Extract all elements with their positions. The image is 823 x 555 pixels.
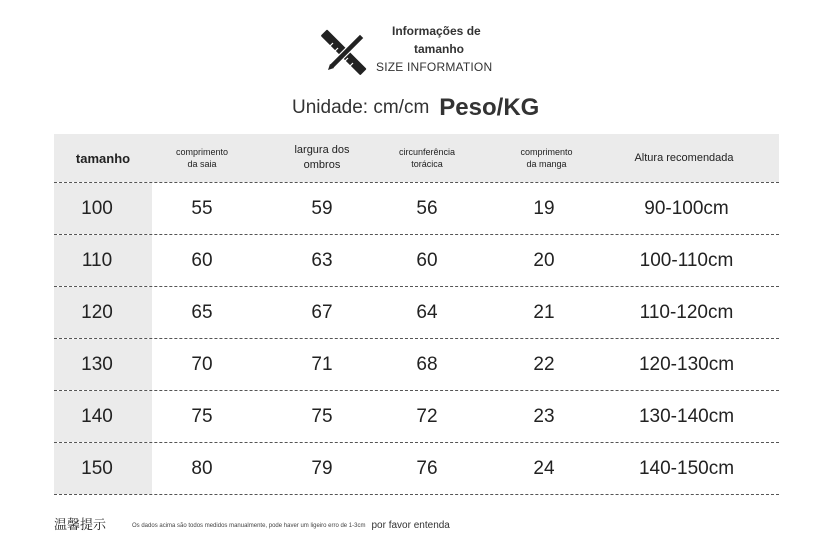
note-suffix: por favor entenda <box>371 520 450 531</box>
cell-sleeve-length: 24 <box>533 457 555 479</box>
cell-skirt-length: 60 <box>191 249 213 271</box>
cell-shoulder-width: 71 <box>311 353 333 375</box>
header-chest: circunferência torácica <box>398 147 456 169</box>
cell-shoulder-width: 63 <box>311 249 333 271</box>
cell-skirt-length: 55 <box>191 197 213 219</box>
ruler-pencil-icon <box>320 28 368 76</box>
title-line-2: tamanho <box>414 42 465 56</box>
cell-size: 100 <box>81 197 113 219</box>
table-row <box>54 235 779 286</box>
weight-unit-text: Peso/KG <box>439 94 540 121</box>
cell-recommended-height: 110-120cm <box>639 301 734 323</box>
cell-size: 140 <box>81 405 113 427</box>
cell-size: 120 <box>81 301 113 323</box>
cell-skirt-length: 65 <box>191 301 213 323</box>
unit-line <box>292 94 539 122</box>
header-size: tamanho <box>75 150 131 166</box>
note-line <box>54 514 450 533</box>
size-info-header <box>318 22 518 82</box>
header-recommended-height: Altura recomendada <box>634 151 734 164</box>
cell-chest: 76 <box>416 457 438 479</box>
cell-recommended-height: 90-100cm <box>644 197 729 219</box>
title-line-3: SIZE INFORMATION <box>376 60 493 74</box>
cell-sleeve-length: 21 <box>533 301 555 323</box>
header-skirt-length: comprimento da saia <box>175 147 229 169</box>
cell-shoulder-width: 67 <box>311 301 333 323</box>
cell-sleeve-length: 22 <box>533 353 555 375</box>
note-text: Os dados acima são todos medidos manualmente, pode haver um ligeiro erro de 1-3cm <box>132 523 366 529</box>
table-header <box>54 134 779 182</box>
cell-size: 110 <box>81 249 113 271</box>
title-line-1: Informações de <box>392 24 481 38</box>
cell-skirt-length: 75 <box>191 405 213 427</box>
cell-sleeve-length: 19 <box>533 197 555 219</box>
size-table <box>54 134 779 495</box>
cell-chest: 72 <box>416 405 438 427</box>
cell-skirt-length: 70 <box>191 353 213 375</box>
cell-chest: 64 <box>416 301 438 323</box>
divider <box>54 494 779 495</box>
cell-shoulder-width: 79 <box>311 457 333 479</box>
table-row <box>54 339 779 390</box>
header-shoulder-width: largura dos ombros <box>294 144 350 171</box>
unit-text: Unidade: cm/cm <box>292 97 430 118</box>
cell-recommended-height: 120-130cm <box>638 353 735 375</box>
table-row <box>54 443 779 494</box>
cell-chest: 56 <box>416 197 438 219</box>
cell-size: 130 <box>81 353 113 375</box>
cell-recommended-height: 140-150cm <box>638 457 735 479</box>
cell-shoulder-width: 75 <box>311 405 333 427</box>
table-row <box>54 183 779 234</box>
cell-sleeve-length: 20 <box>533 249 555 271</box>
table-row <box>54 287 779 338</box>
cell-size: 150 <box>81 457 113 479</box>
cell-sleeve-length: 23 <box>533 405 555 427</box>
cell-chest: 60 <box>416 249 438 271</box>
cell-chest: 68 <box>416 353 438 375</box>
cell-skirt-length: 80 <box>191 457 213 479</box>
cell-recommended-height: 130-140cm <box>638 405 735 427</box>
header-sleeve-length: comprimento da manga <box>520 147 573 169</box>
note-label: 温馨提示 <box>54 517 107 532</box>
cell-recommended-height: 100-110cm <box>639 249 734 271</box>
cell-shoulder-width: 59 <box>311 197 333 219</box>
table-row <box>54 391 779 442</box>
